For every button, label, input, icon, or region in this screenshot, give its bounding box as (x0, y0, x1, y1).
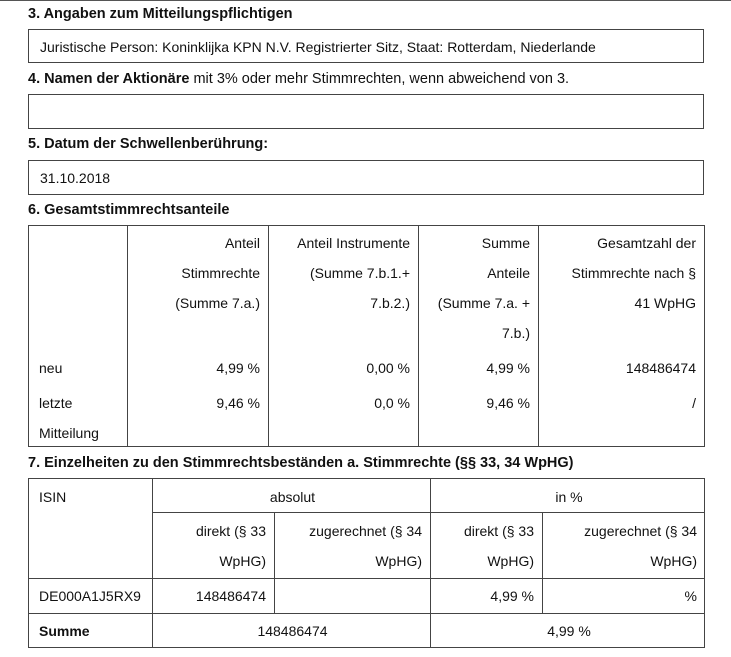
section-3-box (28, 29, 704, 63)
section-4-title-rest: mit 3% oder mehr Stimmrechten, wenn abweichend von 3. (189, 71, 570, 87)
header-line: Anteil (224, 235, 260, 251)
header-line: Summe (481, 235, 530, 251)
header-line: 41 WpHG (634, 295, 696, 311)
section-4-box (28, 94, 704, 129)
header-line: Gesamtzahl der (597, 235, 696, 251)
row-neu-label: neu (39, 360, 63, 376)
col-in-prozent: in % (555, 489, 583, 505)
header-line: 7.b.2.) (370, 295, 410, 311)
section-5-value: 31.10.2018 (40, 170, 111, 186)
section-7-title: 7. Einzelheiten zu den Stimmrechtsbeständen a. Stimmrechte (§§ 33, 34 WpHG) (28, 455, 574, 471)
col-absolut: absolut (269, 489, 316, 505)
section-3-title: 3. Angaben zum Mitteilungspflichtigen (28, 6, 293, 22)
row-letzte-instrumente: 0,0 % (374, 395, 410, 411)
row-neu-stimmrechte: 4,99 % (216, 360, 260, 376)
label-line: letzte (39, 395, 73, 411)
row-letzte-summe: 9,46 % (486, 395, 530, 411)
header-line: 7.b.) (501, 325, 530, 341)
row-letzte-stimmrechte: 9,46 % (216, 395, 260, 411)
col-isin: ISIN (39, 489, 67, 505)
row-isin: DE000A1J5RX9 (39, 588, 141, 604)
header-line: (Summe 7.a.) (175, 295, 260, 311)
section-6-title: 6. Gesamtstimmrechtsanteile (28, 202, 230, 218)
sub-line: direkt (§ 33 (463, 523, 534, 539)
sub-line: zugerechnet (§ 34 (309, 523, 422, 539)
section-5-box (28, 160, 704, 195)
header-line: Anteil Instrumente (297, 235, 410, 251)
section-4-title (28, 71, 569, 87)
sub-line: zugerechnet (§ 34 (584, 523, 697, 539)
row-zugerechnet-prozent: % (684, 588, 697, 604)
row-direkt-absolut: 148486474 (195, 588, 266, 604)
sub-line: direkt (§ 33 (195, 523, 266, 539)
header-line: (Summe 7.b.1.+ (310, 265, 410, 281)
sub-line: WpHG) (219, 553, 266, 569)
header-line: Anteile (487, 265, 530, 281)
row-direkt-prozent: 4,99 % (490, 588, 534, 604)
sub-direkt-prozent (430, 513, 542, 576)
sub-line: WpHG) (487, 553, 534, 569)
header-line: Stimmrechte nach § (571, 265, 696, 281)
row-zugerechnet-absolut (274, 578, 430, 581)
header-line: (Summe 7.a. + (437, 295, 530, 311)
row-letzte-label (28, 385, 127, 448)
section-3-value: Juristische Person: Koninklijka KPN N.V. Registrierter Sitz, Staat: Rotterdam, Niederlande (40, 39, 596, 55)
summe-prozent: 4,99 % (547, 623, 591, 639)
header-anteil-instrumente (268, 225, 418, 318)
section-4-title-bold: 4. Namen der Aktionäre (28, 71, 190, 87)
summe-label: Summe (39, 623, 90, 639)
sub-direkt-absolut (152, 513, 274, 576)
header-line: Stimmrechte (181, 265, 260, 281)
row-letzte-gesamtzahl: / (692, 395, 696, 411)
sub-zugerechnet-prozent (542, 513, 705, 576)
row-neu-instrumente: 0,00 % (366, 360, 410, 376)
sub-zugerechnet-absolut (274, 513, 430, 576)
section-5-title: 5. Datum der Schwellenberührung: (28, 136, 269, 152)
sub-line: WpHG) (650, 553, 697, 569)
row-neu-gesamtzahl: 148486474 (625, 360, 696, 376)
header-anteil-stimmrechte (127, 225, 268, 318)
label-line: Mitteilung (39, 425, 99, 441)
summe-absolut: 148486474 (257, 623, 328, 639)
top-divider (0, 0, 731, 1)
sub-line: WpHG) (375, 553, 422, 569)
header-summe-anteile (418, 225, 538, 348)
header-gesamtzahl (538, 225, 704, 318)
row-neu-summe: 4,99 % (486, 360, 530, 376)
